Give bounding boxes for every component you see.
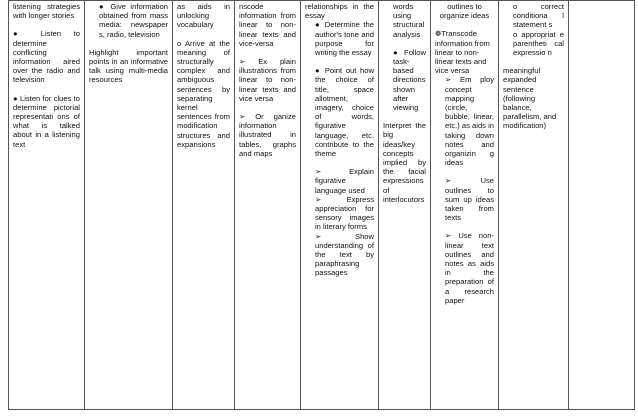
cell-text-block: ● Listen to determine conflicting information aired over the radio and television xyxy=(13,29,80,85)
cell-text-block: listening strategies with longer stories xyxy=(13,2,80,21)
cell-text-block: ➢ Explain figurative language used xyxy=(315,167,374,195)
cell-text-block: ➢ Express appreciation for sensory images in literary forms xyxy=(315,194,374,232)
cell-text-block: ● Follow task-based directions shown after viewing xyxy=(393,47,426,113)
cell-text-block: ➢ Or ganize information illustrated in tables, graphs and maps xyxy=(239,112,296,158)
cell-text-block: o correct conditiona l statement s xyxy=(513,2,564,30)
competency-table xyxy=(8,0,635,410)
table-cell-empty xyxy=(569,1,635,410)
cell-text-block: words using structural analysis xyxy=(393,2,425,39)
table-cell-col-sentences xyxy=(499,1,569,410)
cell-text-block: ● Give information obtained from mass media: newspaper s, radio, television xyxy=(99,2,168,39)
cell-text-block: relationships in the essay xyxy=(305,2,374,21)
cell-text-block: ➢ Em ploy concept mapping (circle, bubble, linear, etc.) as aids in taking down notes and organizin g ideas xyxy=(445,75,494,168)
cell-text-block: ❁Transcode information from linear to non-linear texts and vice versa xyxy=(435,29,490,76)
cell-text-block: Interpret the big ideas/key concepts implied by the facial expressions of interlocutors xyxy=(383,121,426,204)
cell-text-block: outlines to organize ideas xyxy=(439,2,490,21)
table-cell-col-media-info xyxy=(85,1,173,410)
table-cell-col-vocabulary xyxy=(173,1,235,410)
cell-text-block: o appropriat e parentheti cal expressio n xyxy=(513,29,564,58)
cell-text-block: ➢ Show understanding of the text by paraphrasing passages xyxy=(315,231,374,278)
cell-text-block: ➢ Ex plain illustrations from linear to non-linear texts and vice versa xyxy=(239,57,296,103)
table-cell-col-structural-analysis xyxy=(379,1,431,410)
table-cell-col-listening-skills xyxy=(9,1,85,410)
cell-text-block: meaningful expanded sentence (following balance, parallelism, and modification) xyxy=(503,66,557,131)
cell-text-block: ➢ Use non-linear text outlines and notes as aids in the preparation of a research paper xyxy=(445,231,494,305)
table-cell-col-transcode xyxy=(235,1,301,410)
cell-text-block: ➢ Use outlines to sum up ideas taken from texts xyxy=(445,176,494,223)
table-cell-col-essay-relationships xyxy=(301,1,379,410)
cell-text-block: as aids in unlocking vocabulary xyxy=(177,2,230,30)
cell-text-block: nscode information from linear to non-linear texts and vice-versa xyxy=(239,2,296,48)
cell-text-block: o Arrive at the meaning of structurally complex and ambiguous sentences by separating kernel sentences from modification structures and expansions xyxy=(177,38,230,149)
cell-text-block: ● Listen for clues to determine pictorial representati ons of what is talked about in a listening text xyxy=(13,93,80,149)
cell-text-block: ● Determine the author's tone and purpose for writing the essay xyxy=(315,20,374,58)
table-row xyxy=(9,1,635,410)
cell-text-block: ● Point out how the choice of title, space allotment, imagery, choice of words, figurative language, etc. contribute to the theme xyxy=(315,66,374,159)
cell-text-block: Highlight important points in an informative talk using multi-media resources xyxy=(89,47,168,85)
table-cell-col-outlines xyxy=(431,1,499,410)
